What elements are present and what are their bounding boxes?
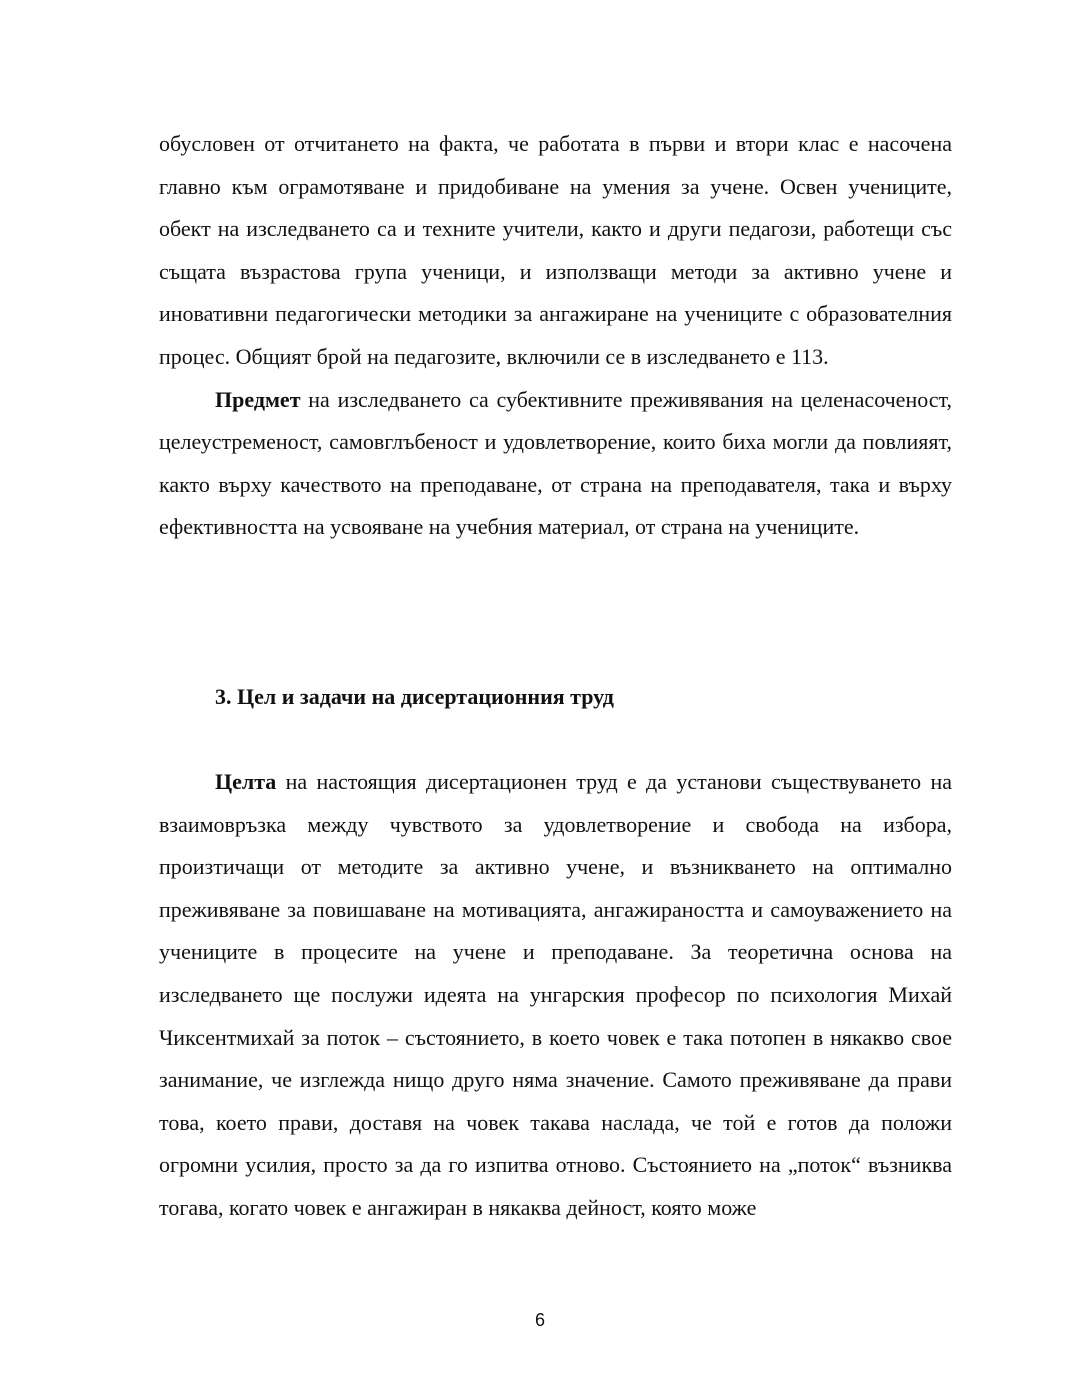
page-number: 6: [534, 1310, 545, 1330]
paragraph-subject-text: на изследването са субективните преживявания на целенасоченост, целеустременост, самовглъбеност и удовлетворение, които биха могли да повлияят, както върху качеството на преподаване, от страна на преподавателя, така и върху ефективността на усвояване на учебния материал, от страна на учениците.: [159, 386, 952, 540]
paragraph-object-of-study: обусловен от отчитането на факта, че работата в първи и втори клас е насочена главно към ограмотяване и придобиване на умения за учене. Освен учениците, обект на изследването са и техните учители, както и други педагози, работещи със същата възрастова група ученици, и използващи методи за активно учене и иновативни педагогически методики за ангажиране на учениците с образователния процес. Общият брой на педагозите, включили се в изследването е 113.: [159, 131, 952, 369]
body-text-top: [159, 123, 952, 549]
paragraph-subject-of-study: [159, 379, 952, 549]
term-goal: Целта: [215, 769, 277, 794]
section-heading: 3. Цел и задачи на дисертационния труд: [215, 684, 614, 709]
paragraph-goal-text: на настоящия дисертационен труд е да установи съществуването на взаимовръзка между чувството за удовлетворение и свобода на избора, произтичащи от методите за активно учене, и възникването на оптимално преживяване за повишаване на мотивацията, ангажираността и самоуважението на учениците в процесите на учене и преподаване. За теоретична основа на изследването ще послужи идеята на унгарския професор по психология Михай Чиксентмихай за поток – състоянието, в което човек е така потопен в някакво свое занимание, че изглежда нищо друго няма значение. Самото преживяване да прави това, което прави, доставя на човек такава наслада, че той е готов да положи огромни усилия, просто за да го изпитва отново. Състоянието на „поток“ възниква тогава, когато човек е ангажиран в някаква дейност, която може: [159, 769, 952, 1220]
body-text-bottom: [159, 761, 952, 1230]
term-subject: Предмет: [215, 386, 301, 412]
paragraph-goal: [159, 761, 952, 1230]
